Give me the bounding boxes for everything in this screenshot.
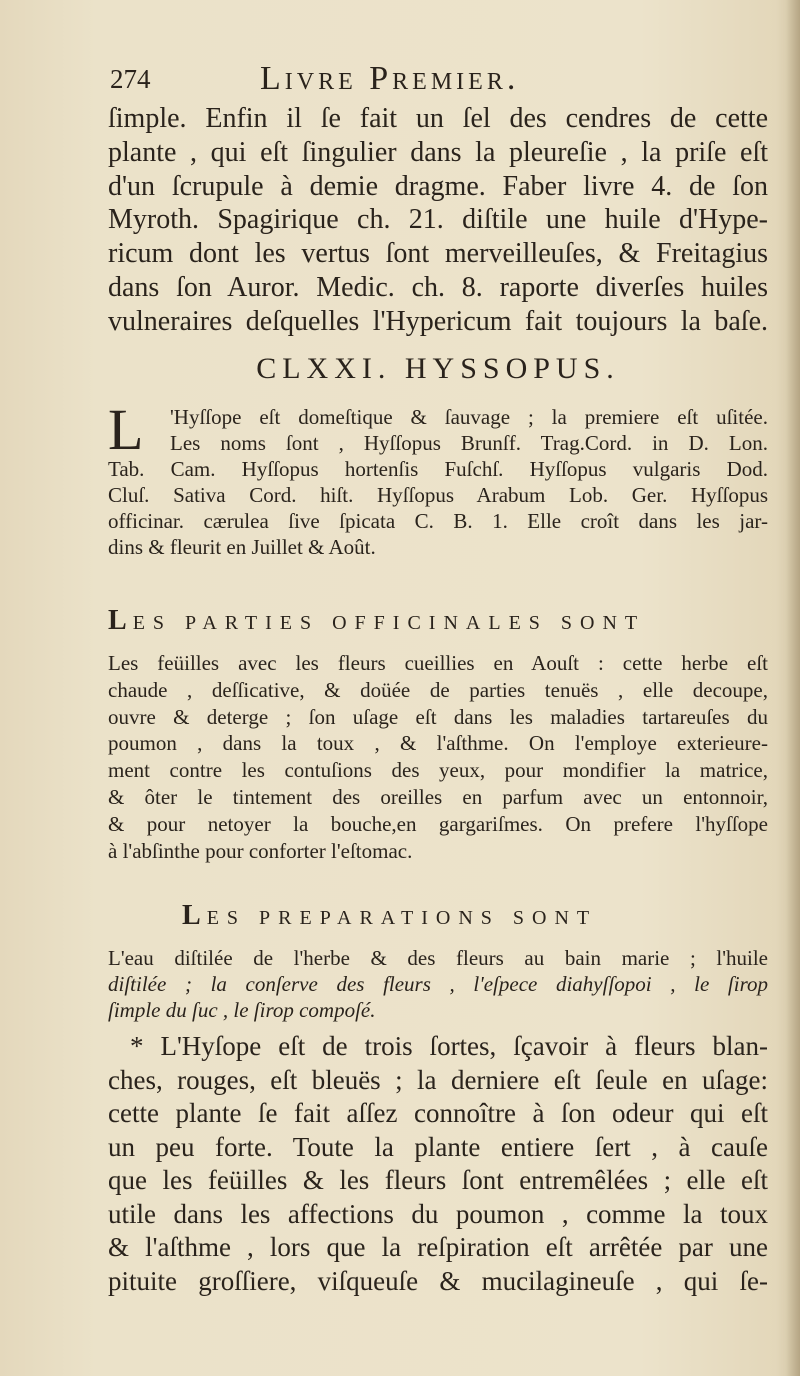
text-line: dans ſon Auror. Medic. ch. 8. raporte diverſes huiles xyxy=(108,271,768,303)
text-line: ſimple. Enfin il ſe fait un ſel des cendres de cette xyxy=(108,103,768,134)
parties-heading-initial: L xyxy=(108,605,133,636)
text-line: L'eau diſtilée de l'herbe & des fleurs au bain marie ; l'huile xyxy=(108,946,768,970)
text-line: ſimple du ſuc , le ſirop compoſé. xyxy=(108,998,376,1022)
text-line: Les feüilles avec les fleurs cueillies en Aouſt : cette herbe eſt xyxy=(108,651,768,675)
text-line: & pour netoyer la bouche,en gargariſmes. On prefere l'hyſſope xyxy=(108,811,768,836)
running-head xyxy=(110,60,710,100)
text-line: un peu forte. Toute la plante entiere ſert , à cauſe xyxy=(108,1131,768,1162)
preparations-heading-initial: L xyxy=(182,900,207,931)
text-line: chaude , deſſicative, & doüée de parties tenuës , elle decoupe, xyxy=(108,677,768,702)
text-line: * L'Hyſope eſt de trois ſortes, ſçavoir à fleurs blan- xyxy=(130,1031,768,1061)
text-line: Les noms ſont , Hyſſopus Brunſf. Trag.Cord. in D. Lon. xyxy=(170,431,768,455)
section-heading: CLXXI. HYSSOPUS. xyxy=(256,352,620,385)
parties-heading-text: ES PARTIES OFFICINALES SONT xyxy=(132,612,646,634)
text-line: 'Hyſſope eſt domeſtique & ſauvage ; la premiere eſt uſitée. xyxy=(170,405,768,429)
preparations-heading-text: ES PREPARATIONS SONT xyxy=(206,907,598,929)
preparations-heading xyxy=(182,900,702,932)
text-line: Myroth. Spagirique ch. 21. diſtile une huile d'Hype- xyxy=(108,204,768,236)
text-line: ment contre les contuſions des yeux, pour mondifier la matrice, xyxy=(108,758,768,783)
page-number: 274 xyxy=(110,64,151,94)
text-line: ricum dont les vertus ſont merveilleuſes, & Freitagius xyxy=(108,238,768,270)
parties-heading xyxy=(108,605,748,637)
text-line: que les feüilles & les fleurs ſont entremêlées ; elle eſt xyxy=(108,1165,768,1195)
text-line: vulneraires deſquelles l'Hypericum fait toujours la baſe. xyxy=(108,305,768,337)
preparations-paragraph xyxy=(108,945,768,1023)
text-line: & l'aſthme , lors que la reſpiration eſt arrêtée par une xyxy=(108,1232,768,1262)
text-line: ouvre & deterge ; ſon uſage eſt dans les maladies tartareuſes du xyxy=(108,704,768,729)
text-line: à l'abſinthe pour conforter l'eſtomac. xyxy=(108,838,413,863)
text-line: plante , qui eſt ſingulier dans la pleureſie , la priſe eſt xyxy=(108,136,768,168)
page-edge-shadow xyxy=(786,0,800,1376)
notes-paragraph xyxy=(108,1030,768,1298)
text-line: Tab. Cam. Hyſſopus hortenſis Fuſchſ. Hyſſopus vulgaris Dod. xyxy=(108,457,768,481)
text-line: & ôter le tintement des oreilles en parfum avec un entonnoir, xyxy=(108,784,768,809)
drop-cap: L xyxy=(108,397,144,462)
text-line: pituite groſſiere, viſqueuſe & mucilagineuſe , qui ſe- xyxy=(108,1265,768,1296)
description-paragraph xyxy=(108,397,768,462)
text-line: d'un ſcrupule à demie dragme. Faber livre 4. de ſon xyxy=(108,170,768,202)
description-paragraph-cont xyxy=(108,456,768,560)
text-line: utile dans les affections du poumon , comme la toux xyxy=(108,1198,768,1229)
text-line: Cluſ. Sativa Cord. hiſt. Hyſſopus Arabum Lob. Ger. Hyſſopus xyxy=(108,483,768,507)
text-line: ches, rouges, eſt bleuës ; la derniere eſt ſeule en uſage: xyxy=(108,1064,768,1095)
book-title: Livre Premier. xyxy=(260,60,520,97)
text-line: diſtilée ; la conſerve des fleurs , l'eſpece diahyſſopoi , le ſirop xyxy=(108,972,768,996)
text-line: dins & fleurit en Juillet & Août. xyxy=(108,535,376,559)
text-line: poumon , dans la toux , & l'aſthme. On l'employe exterieure- xyxy=(108,731,768,756)
text-line: officinar. cærulea ſive ſpicata C. B. 1. Elle croît dans les jar- xyxy=(108,509,768,533)
text-line: cette plante ſe fait aſſez connoître à ſon odeur qui eſt xyxy=(108,1098,768,1128)
intro-paragraph xyxy=(108,102,768,339)
parties-paragraph xyxy=(108,650,768,864)
